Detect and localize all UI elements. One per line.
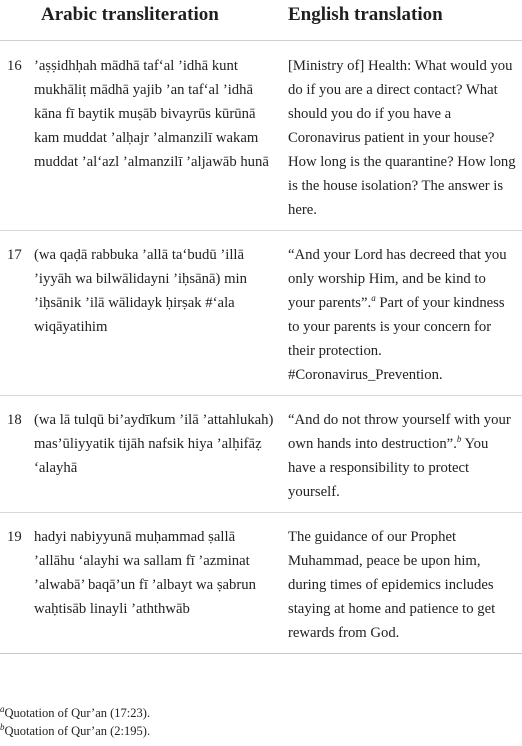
footnote-mark: b	[0, 722, 5, 732]
row-number: 19	[7, 529, 22, 545]
footnotes	[0, 704, 150, 740]
table-row	[0, 513, 522, 654]
footnote-text: Quotation of Qur’an (17:23).	[4, 706, 151, 720]
header-number	[0, 0, 34, 41]
footnote	[0, 722, 150, 740]
footnote-marker: a	[371, 293, 376, 303]
footnote-text: Quotation of Qur’an (2:195).	[4, 724, 151, 738]
footnote-mark: a	[0, 704, 5, 714]
english-text: “And your Lord has decreed that you only worship Him, and be kind to your parents”.	[288, 247, 507, 311]
row-number: 18	[7, 412, 22, 428]
header-arabic-transliteration: Arabic transliteration	[41, 4, 219, 25]
english-cell	[288, 513, 522, 654]
table-row	[0, 396, 522, 513]
arabic-cell: hadyi nabiyyunā muḥammad ṣallā ’allāhu ‘alayhi wa sallam fī ’azminat ’alwabā’ baqā’un fī ’albayt wa ṣabrun waḥtisāb linayli ’aththwāb	[34, 529, 256, 617]
english-cell	[288, 41, 522, 231]
row-number: 16	[7, 58, 22, 74]
english-text: “And do not throw yourself with your own hands into destruction”.	[288, 412, 511, 452]
table-row	[0, 231, 522, 396]
english-text: The guidance of our Prophet Muhammad, peace be upon him, during times of epidemics includes staying at home and patience to get rewards from God.	[288, 529, 496, 641]
arabic-cell: (wa qaḍā rabbuka ’allā ta‘budū ’illā ’iyyāh wa bilwālidayni ’iḥsānā) min ’iḥsānik ’ilā wālidayk ḥirṣak #‘ala wiqāyatihim	[34, 247, 247, 335]
arabic-cell: ’aṣṣidhḥah mādhā taf‘al ’idhā kunt mukhāliṭ mādhā yajib ’an taf‘al ’idhā kāna fī baytik muṣāb bivayrūs kūrūnā kam muddat ’alḥajr ’almanzilī wakam muddat ’al‘azl ’almanzilī ’aljawāb hunā	[34, 58, 269, 170]
english-text: [Ministry of] Health: What would you do if you are a direct contact? What should you do if you have a Coronavirus patient in your house? How long is the quarantine? How long is the house isolation? The answer is here.	[288, 58, 516, 218]
english-cell	[288, 231, 522, 396]
header-english-translation: English translation	[288, 4, 443, 25]
english-text-continued: Part of your kindness to your parents is your concern for their protection. #Coronavirus_Prevention.	[288, 295, 505, 383]
table-header-row	[0, 0, 522, 41]
footnote	[0, 704, 150, 722]
english-cell	[288, 396, 522, 513]
table-row	[0, 41, 522, 231]
footnote-marker: b	[456, 434, 462, 444]
english-text-continued: You have a responsibility to protect yourself.	[288, 436, 489, 500]
arabic-cell: (wa lā tulqū bi’aydīkum ’ilā ’attahlukah) mas’ūliyyatik tijāh nafsik hiya ’alḥifāẓ ‘alayhā	[34, 412, 274, 476]
row-number: 17	[7, 247, 22, 263]
